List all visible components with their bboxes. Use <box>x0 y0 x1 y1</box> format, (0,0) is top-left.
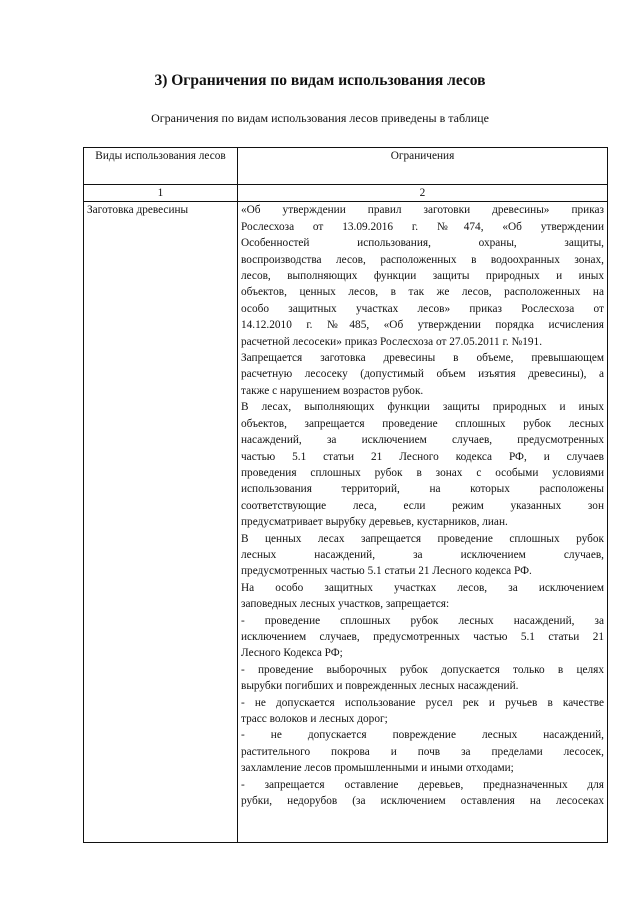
restriction-line: - не допускается повреждение лесных насаждений, <box>241 729 604 742</box>
restriction-line: Лесного Кодекса РФ; <box>241 647 343 660</box>
restriction-line: заповедных лесных участков, запрещается: <box>241 598 450 611</box>
restriction-line: объектов, ценных лесов, в так же лесов, расположенных на <box>241 286 604 299</box>
restriction-line: расчетную лесосеку (допустимый объем изъятия древесины), а <box>241 368 604 381</box>
restriction-line: На особо защитных участках лесов, за исключением <box>241 581 604 594</box>
restriction-line: частью 5.1 статьи 21 Лесного кодекса РФ, и случаев <box>241 450 604 463</box>
restriction-line: В лесах, выполняющих функции защиты природных и иных <box>241 401 604 414</box>
restriction-line: 14.12.2010 г. №485, «Об утверждении порядка исчисления <box>241 319 604 332</box>
restriction-line: - не допускается использование русел рек и ручьев в качестве <box>241 696 604 709</box>
restriction-line: насаждений, за исключением случаев, предусмотренных <box>241 434 604 447</box>
restriction-line: Особенностей использования, охраны, защиты, <box>241 237 604 250</box>
restriction-line: Рослесхоза от 13.09.2016 г. №474, «Об утверждении <box>241 220 604 233</box>
restriction-line: рубки, недорубов (за исключением оставления на лесосеках <box>241 795 604 808</box>
restriction-line: «Об утверждении правил заготовки древесины» приказ <box>241 204 604 217</box>
table-header-row <box>84 148 608 185</box>
restriction-line: - проведение выборочных рубок допускается только в целях <box>241 663 604 676</box>
restrictions-cell <box>238 202 608 843</box>
restriction-line: Запрещается заготовка древесины в объеме, превышающем <box>241 352 604 365</box>
restriction-line: лесных насаждений, за исключением случаев, <box>241 548 604 561</box>
restriction-line: проведения сплошных рубок в зонах с особыми условиями <box>241 466 604 479</box>
restriction-line: использования территорий, на которых расположены <box>241 483 604 496</box>
restrictions-text <box>241 202 604 809</box>
restriction-line: соответствующие леса, если режим указанных зон <box>241 499 604 512</box>
restriction-line: - проведение сплошных рубок лесных насаждений, за <box>241 614 604 627</box>
intro-text: Ограничения по видам использования лесов приведены в таблице <box>151 111 489 125</box>
restriction-line: захламление лесов промышленными и иными отходами; <box>241 762 514 775</box>
restriction-line: воспроизводства лесов, расположенных в водоохранных зонах, <box>241 253 604 266</box>
restriction-line: растительного покрова и почв за пределами лесосек, <box>241 745 604 758</box>
restriction-line: трасс волоков и лесных дорог; <box>241 713 388 725</box>
restriction-line: особо защитных участках лесов» приказ Рослесхоза от <box>241 302 604 315</box>
section-heading: 3) Ограничения по видам использования лесов <box>154 72 486 89</box>
restriction-line: лесов, выполняющих функции защиты природных и иных <box>241 270 604 283</box>
column-header-usage-type: Виды использования лесов <box>84 148 238 185</box>
restriction-line: предусмотренных частью 5.1 статьи 21 Лесного кодекса РФ. <box>241 565 532 578</box>
restriction-line: вырубки погибших и поврежденных лесных насаждений. <box>241 680 519 693</box>
restriction-line: исключением случаев, предусмотренных частью 5.1 статьи 21 <box>241 630 604 643</box>
table-row <box>84 202 608 843</box>
column-number-1: 1 <box>84 185 238 202</box>
restriction-line: В ценных лесах запрещается проведение сплошных рубок <box>241 532 604 545</box>
restrictions-table <box>83 147 608 843</box>
restriction-line: объектов, запрещается проведение сплошных рубок лесных <box>241 417 604 430</box>
restriction-line: - запрещается оставление деревьев, предназначенных для <box>241 778 604 791</box>
table-number-row <box>84 185 608 202</box>
usage-type-cell: Заготовка древесины <box>84 202 238 843</box>
restriction-line: расчетной лесосеки» приказ Рослесхоза от 27.05.2011 г. №191. <box>241 335 543 348</box>
column-header-restrictions: Ограничения <box>238 148 608 185</box>
restriction-line: также с нарушением возрастов рубок. <box>241 384 424 397</box>
column-number-2: 2 <box>238 185 608 202</box>
restriction-line: предусматривает вырубку деревьев, кустарников, лиан. <box>241 516 508 529</box>
